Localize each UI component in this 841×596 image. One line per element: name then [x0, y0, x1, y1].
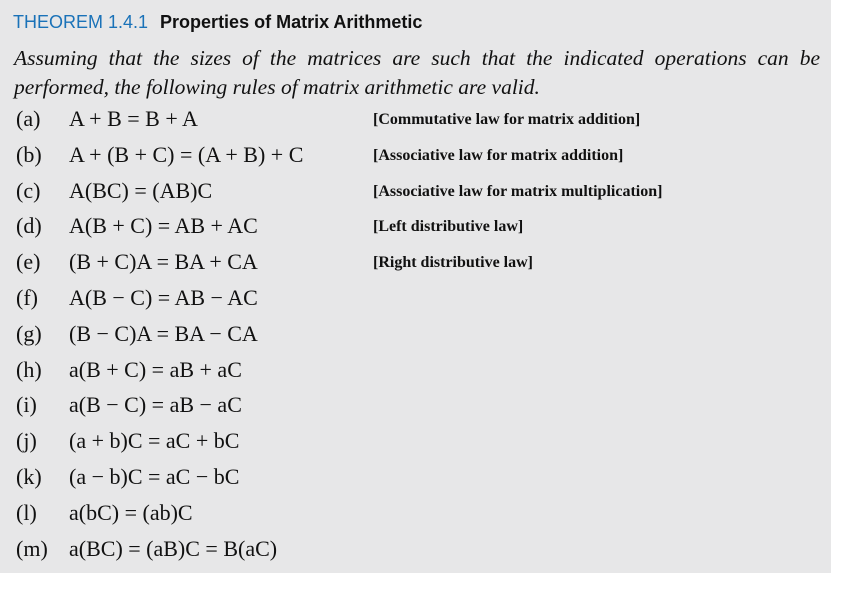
rule-c — [0, 176, 831, 206]
rule-equation: A + (B + C) = (A + B) + C — [69, 142, 304, 167]
rule-label: (b) — [16, 142, 42, 167]
rule-label: (c) — [16, 178, 41, 203]
rule-equation: a(B + C) = aB + aC — [69, 357, 242, 382]
rule-equation: a(B − C) = aB − aC — [69, 392, 242, 417]
rule-equation: (a + b)C = aC + bC — [69, 428, 240, 453]
rule-equation: (B + C)A = BA + CA — [69, 249, 258, 274]
rule-g — [0, 319, 831, 349]
rule-equation: A(BC) = (AB)C — [69, 178, 213, 203]
rule-note: [Left distributive law] — [373, 218, 524, 235]
rule-note: [Associative law for matrix addition] — [373, 147, 624, 164]
rule-label: (d) — [16, 213, 42, 238]
rule-equation: A + B = B + A — [69, 106, 198, 131]
rule-f — [0, 283, 831, 313]
rule-note: [Right distributive law] — [373, 254, 533, 271]
rule-label: (f) — [16, 285, 38, 310]
rule-label: (l) — [16, 500, 37, 525]
rule-equation: a(bC) = (ab)C — [69, 500, 193, 525]
rule-j — [0, 426, 831, 456]
theorem-intro: Assuming that the sizes of the matrices are such that the indicated operations can be performed, the following rules of matrix arithmetic are valid. — [14, 46, 820, 99]
rule-label: (g) — [16, 321, 42, 346]
rule-e — [0, 247, 831, 277]
rule-k — [0, 462, 831, 492]
theorem-number: THEOREM 1.4.1 — [13, 12, 149, 32]
rule-b — [0, 140, 831, 170]
rule-label: (a) — [16, 106, 41, 131]
theorem-title: Properties of Matrix Arithmetic — [160, 12, 423, 32]
rule-label: (h) — [16, 357, 42, 382]
rule-label: (j) — [16, 428, 37, 453]
rule-d — [0, 211, 831, 241]
rule-note: [Associative law for matrix multiplication] — [373, 183, 663, 200]
rule-equation: A(B − C) = AB − AC — [69, 285, 258, 310]
rule-i — [0, 390, 831, 420]
rule-equation: a(BC) = (aB)C = B(aC) — [69, 536, 278, 561]
rule-note: [Commutative law for matrix addition] — [373, 111, 641, 128]
rule-a — [0, 104, 831, 134]
rule-equation: (B − C)A = BA − CA — [69, 321, 258, 346]
rule-label: (m) — [16, 536, 48, 561]
rule-equation: (a − b)C = aC − bC — [69, 464, 240, 489]
rule-label: (k) — [16, 464, 42, 489]
rule-l — [0, 498, 831, 528]
rule-label: (e) — [16, 249, 41, 274]
theorem-heading — [13, 10, 422, 34]
rule-label: (i) — [16, 392, 37, 417]
rule-h — [0, 355, 831, 385]
rule-m — [0, 534, 831, 564]
rule-equation: A(B + C) = AB + AC — [69, 213, 258, 238]
